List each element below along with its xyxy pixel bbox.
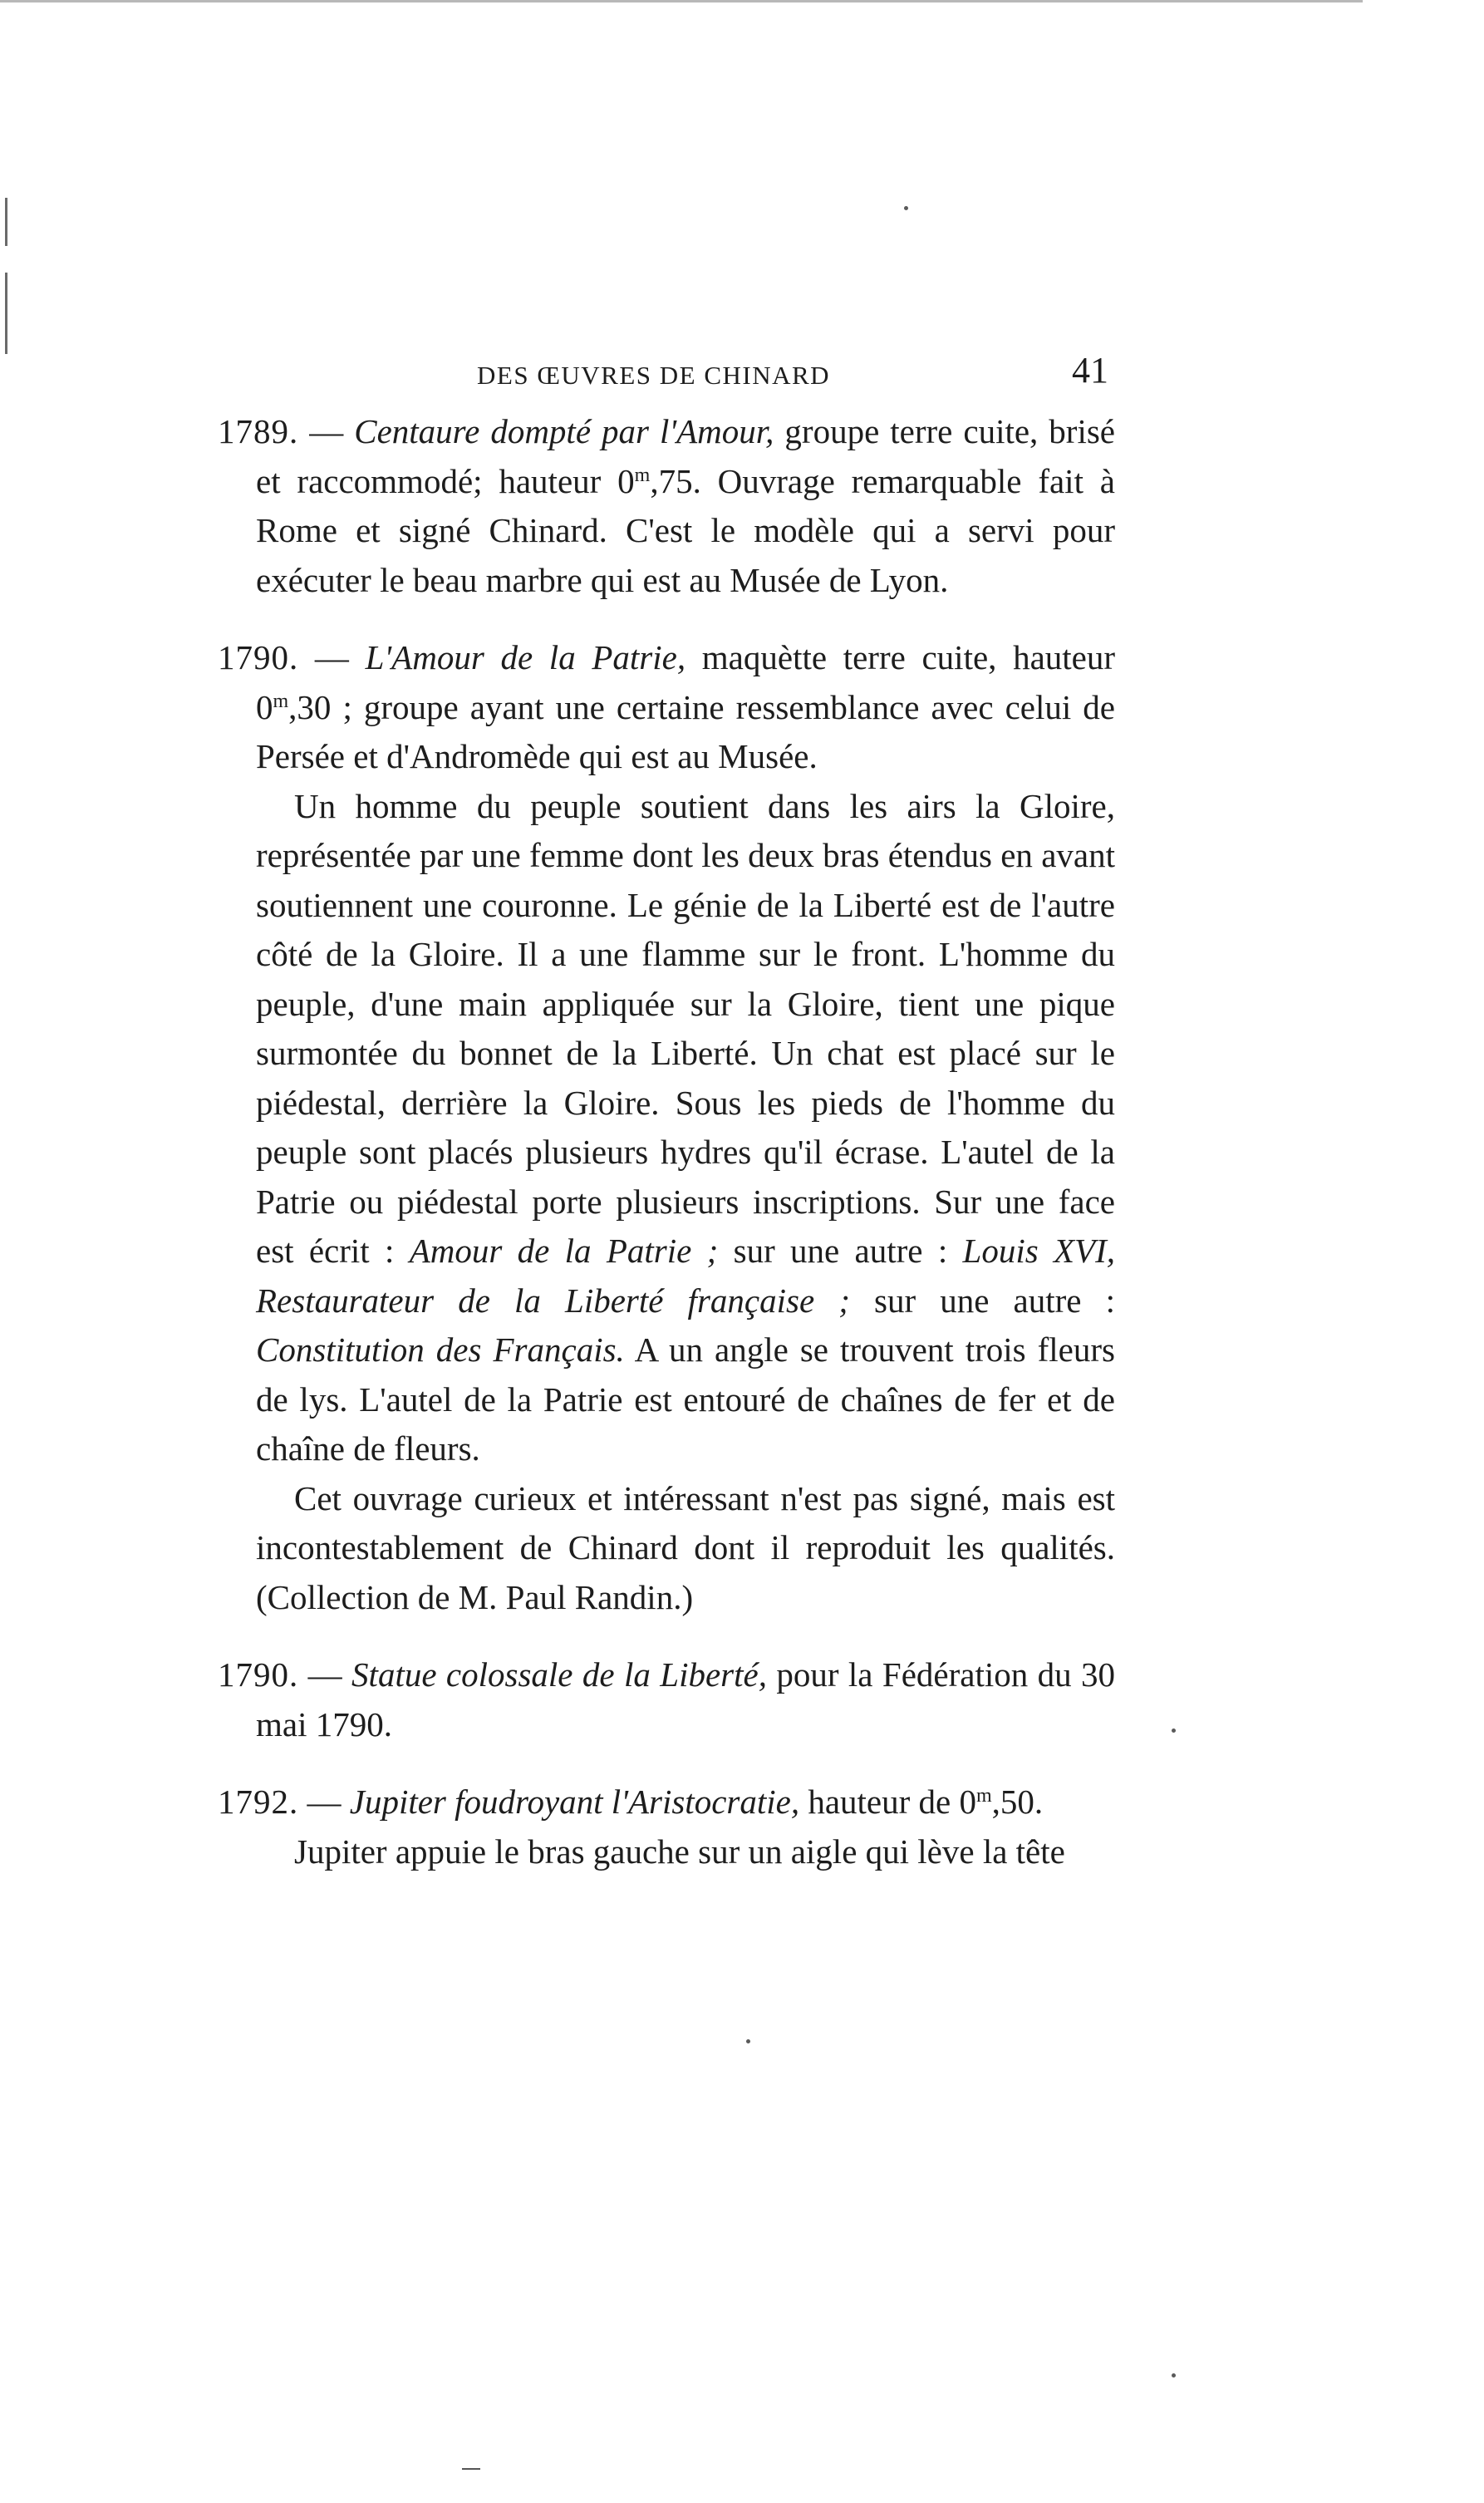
entry-title: Statue colossale de la Liberté,	[351, 1655, 767, 1694]
entry-title: Jupiter foudroyant l'Aristocratie,	[349, 1783, 800, 1821]
ink-speck	[1172, 2373, 1176, 2378]
entry-dash: —	[298, 412, 355, 450]
bottom-mark	[462, 2468, 480, 2470]
description-paragraph	[218, 782, 1115, 1474]
description-text: A un angle se trouvent trois fleurs de lys. L'autel de la Patrie est entouré de chaînes de fer et de chaîne de fleurs.	[256, 1330, 1115, 1468]
jupiter-description: Jupiter appuie le bras gauche sur un aigle qui lève la tête	[294, 1832, 1065, 1871]
catalogue-entry-1790-patrie	[218, 633, 1115, 782]
page-number: 41	[1072, 350, 1108, 391]
ink-speck	[746, 2039, 750, 2043]
catalogue-entry-1790-liberte	[218, 1650, 1115, 1749]
catalogue-entry-1789	[218, 407, 1115, 605]
ink-speck	[904, 206, 908, 210]
description-text: Un homme du peuple soutient dans les airs la Gloire, représentée par une femme dont les deux bras étendus en avant soutiennent une couronne. Le génie de la Liberté est de l'autre côté de la Gloire. Il a une flamme sur le front. L'homme du peuple, d'une main appliquée sur la Gloire, tient une pique surmontée du bonnet de la Liberté. Un chat est placé sur le piédestal, derrière la Gloire. Sous les pieds de l'homme du peuple sont placés plusieurs hydres qu'il écrase. L'autel de la Patrie ou piédestal porte plusieurs inscriptions. Sur une face est écrit :	[256, 786, 1115, 1270]
ink-speck	[1172, 1728, 1176, 1733]
entry-dash: —	[298, 1783, 350, 1821]
entry-text: maquètte terre cuite, hauteur 0	[256, 638, 1116, 726]
entry-text: pour la Fédération du 30 mai 1790.	[256, 1655, 1116, 1743]
entry-year: 1789.	[218, 412, 299, 450]
description-text: sur une autre :	[849, 1281, 1116, 1320]
entry-title: L'Amour de la Patrie,	[365, 638, 686, 676]
scan-edge-mark	[5, 198, 7, 246]
inscription-text: Constitution des Français.	[256, 1330, 625, 1369]
entry-text: groupe terre cuite, brisé et raccommodé; hauteur 0	[256, 412, 1115, 500]
entry-text: ,30 ; groupe ayant une certaine ressemblance avec celui de Persée et d'Andromède qui est au Musée.	[256, 687, 1115, 775]
unit-superscript: m	[273, 690, 289, 712]
unit-superscript: m	[634, 464, 651, 486]
entry-text: hauteur de 0	[799, 1783, 976, 1821]
entry-dash: —	[298, 1655, 352, 1694]
book-page	[218, 349, 1115, 1876]
running-head	[218, 349, 1115, 407]
catalogue-entry-1792	[218, 1778, 1115, 1827]
entry-year: 1790.	[218, 638, 299, 676]
entry-title: Centaure dompté par l'Amour,	[354, 412, 774, 450]
running-title: DES ŒUVRES DE CHINARD	[477, 361, 831, 390]
attribution-paragraph: Cet ouvrage curieux et intéressant n'est pas signé, mais est incontestablement de Chinard dont il reproduit les qualités. (Collection de M. Paul Randin.)	[256, 1478, 1115, 1616]
inscription-text: Amour de la Patrie ;	[409, 1232, 719, 1270]
description-text: sur une autre :	[718, 1232, 963, 1270]
inscription-text: Louis XVI, Restaurateur de la Liberté française ;	[256, 1232, 1115, 1320]
entry-text: ,75. Ouvrage remarquable fait à Rome et signé Chinard. C'est le modèle qui a servi pour exécuter le beau marbre qui est au Musée de Lyon.	[256, 461, 1115, 599]
entry-text: ,50.	[991, 1783, 1044, 1821]
unit-superscript: m	[975, 1785, 992, 1807]
entry-dash: —	[298, 638, 366, 676]
top-scan-rule	[0, 0, 1363, 2]
scan-edge-mark	[5, 273, 7, 354]
entry-year: 1790.	[218, 1655, 299, 1694]
entry-year: 1792.	[218, 1783, 299, 1821]
